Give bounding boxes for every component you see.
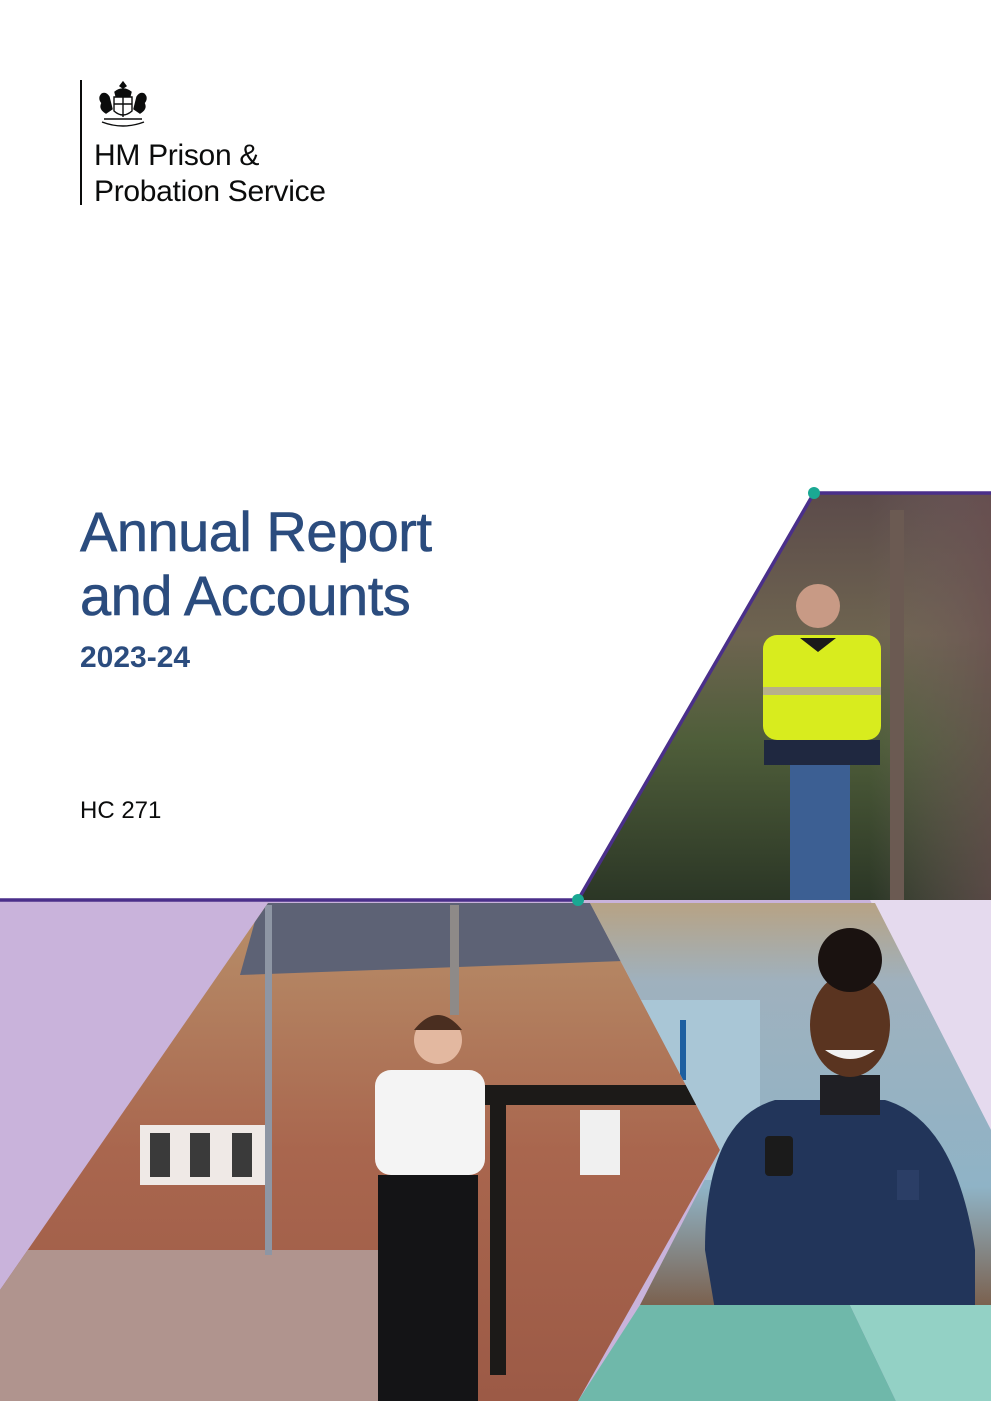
photo-prison-officer-building	[0, 900, 720, 1401]
logo-divider	[80, 80, 82, 205]
cover-title-block	[80, 500, 432, 676]
photo-probation-worker	[570, 490, 991, 905]
house-of-commons-reference: HC 271	[80, 797, 162, 824]
photo-prison-officer-portrait	[590, 900, 991, 1310]
report-title-line1: Annual Report	[80, 500, 432, 563]
royal-crest-icon	[94, 80, 152, 130]
report-year: 2023-24	[80, 641, 191, 674]
report-title-line2: and Accounts	[80, 564, 411, 627]
organisation-name-line2: Probation Service	[94, 175, 326, 208]
organisation-name-line1: HM Prison &	[94, 139, 260, 172]
report-title	[80, 500, 432, 628]
organisation-name	[94, 138, 394, 210]
